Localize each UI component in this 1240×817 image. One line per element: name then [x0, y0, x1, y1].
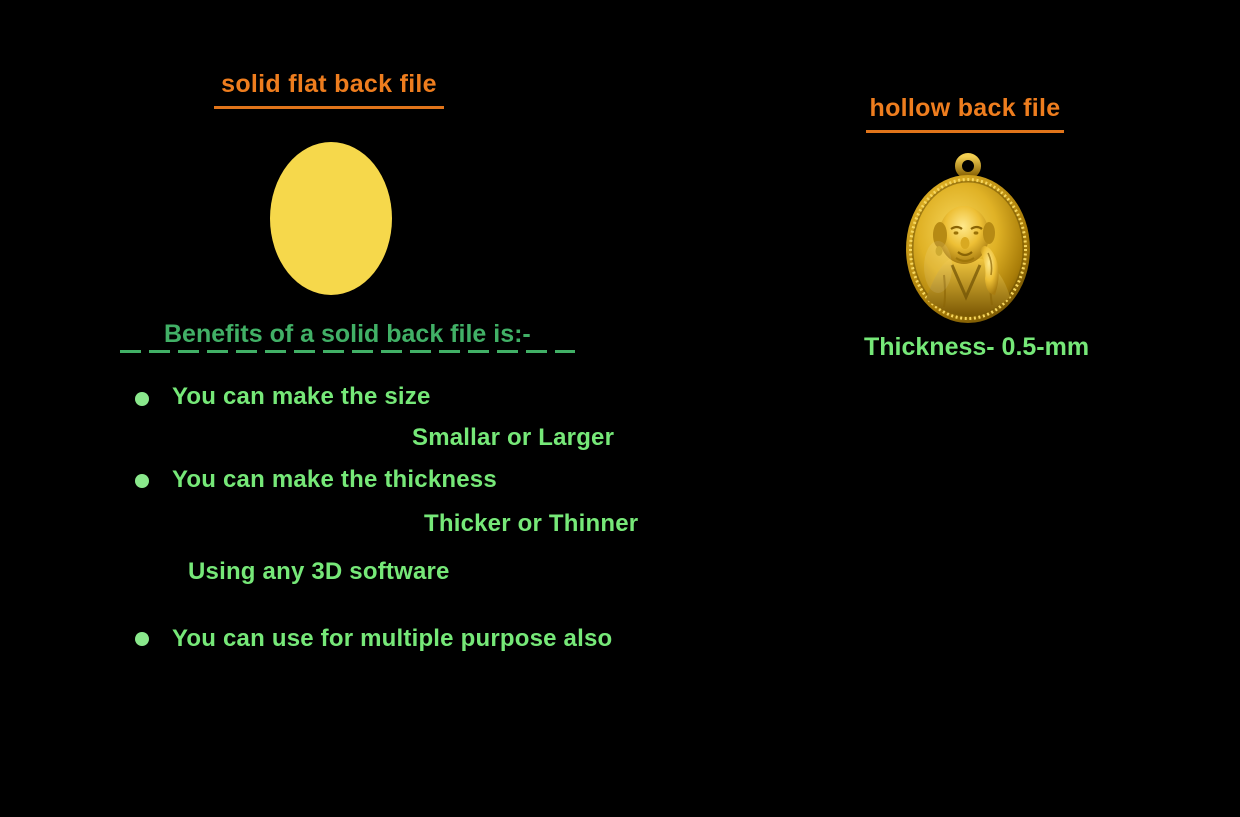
benefits-heading: Benefits of a solid back file is:- — [164, 320, 531, 348]
bullet-dot-icon — [135, 474, 149, 488]
bullet-dot-icon — [135, 392, 149, 406]
solid-flat-oval-shape — [270, 142, 392, 295]
bullet-dot-icon — [135, 632, 149, 646]
hollow-back-pendant-image — [898, 147, 1038, 325]
hollow-back-title: hollow back file — [866, 94, 1064, 133]
benefit-item-multiple-purpose: You can use for multiple purpose also — [172, 625, 613, 652]
pendant-medallion-icon — [898, 147, 1038, 325]
thickness-label: Thickness- 0.5-mm — [864, 333, 1090, 361]
dashed-underline-rule — [120, 350, 575, 353]
benefit-item-size: You can make the size — [172, 383, 431, 410]
benefit-item-thickness: You can make the thickness — [172, 466, 497, 493]
benefit-item-smaller-larger: Smallar or Larger — [412, 424, 615, 451]
solid-flat-back-title: solid flat back file — [214, 70, 444, 109]
benefit-item-thicker-thinner: Thicker or Thinner — [424, 510, 639, 537]
benefit-item-3d-software: Using any 3D software — [188, 558, 450, 585]
